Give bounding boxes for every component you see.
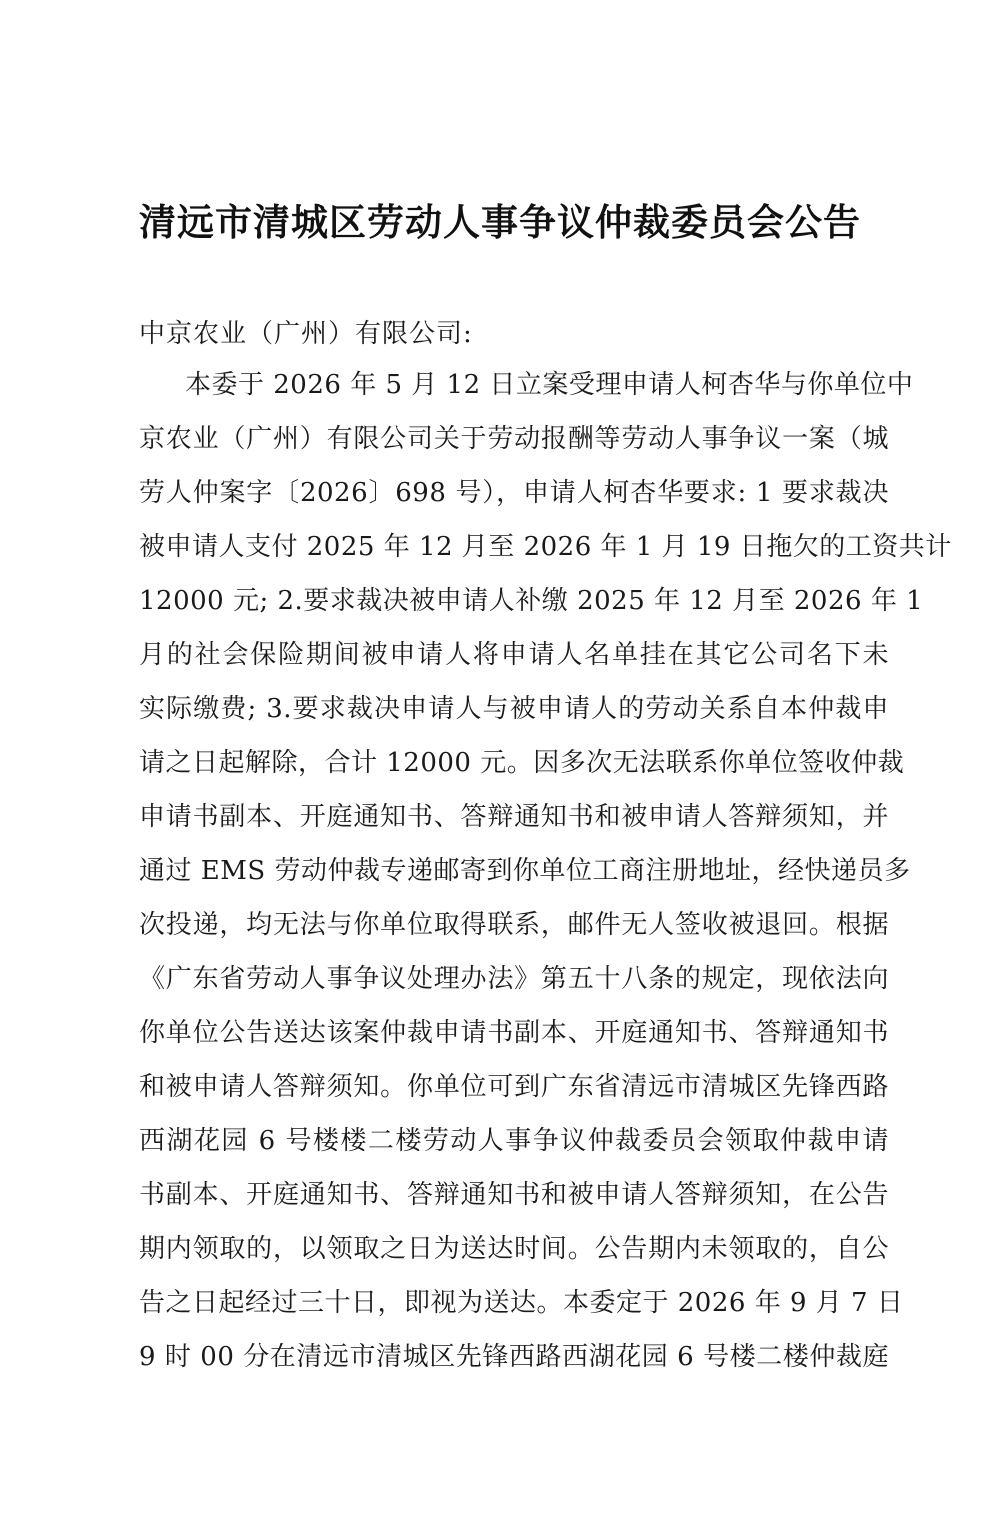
body-line: 《广东省劳动人事争议处理办法》第五十八条的规定，现依法向 — [139, 964, 889, 994]
body-line: 实际缴费; 3.要求裁决申请人与被申请人的劳动关系自本仲裁申 — [139, 694, 889, 724]
body-line: 申请书副本、开庭通知书、答辩通知书和被申请人答辩须知，并 — [139, 802, 889, 832]
body-line: 你单位公告送达该案仲裁申请书副本、开庭通知书、答辩通知书 — [139, 1018, 889, 1048]
document-title: 清远市清城区劳动人事争议仲裁委员会公告 — [139, 200, 861, 244]
body-line: 告之日起经过三十日，即视为送达。本委定于 2026 年 9 月 7 日 — [139, 1288, 904, 1318]
body-line: 书副本、开庭通知书、答辩通知书和被申请人答辩须知，在公告 — [139, 1180, 889, 1210]
body-line: 被申请人支付 2025 年 12 月至 2026 年 1 月 19 日拖欠的工资共计 — [139, 532, 952, 562]
body-line: 西湖花园 6 号楼楼二楼劳动人事争议仲裁委员会领取仲裁申请 — [139, 1126, 889, 1156]
body-line: 期内领取的，以领取之日为送达时间。公告期内未领取的，自公 — [139, 1234, 889, 1264]
body-line: 和被申请人答辩须知。你单位可到广东省清远市清城区先锋西路 — [139, 1072, 889, 1102]
recipient-line: 中京农业（广州）有限公司: — [139, 319, 473, 349]
body-line: 通过 EMS 劳动仲裁专递邮寄到你单位工商注册地址，经快递员多 — [139, 856, 911, 886]
body-line: 本委于 2026 年 5 月 12 日立案受理申请人柯杏华与你单位中 — [185, 370, 914, 400]
body-line: 12000 元; 2.要求裁决被申请人补缴 2025 年 12 月至 2026 年 1 — [139, 586, 924, 616]
body-line: 月的社会保险期间被申请人将申请人名单挂在其它公司名下未 — [139, 640, 889, 670]
body-line: 请之日起解除，合计 12000 元。因多次无法联系你单位签收仲裁 — [139, 748, 905, 778]
body-line: 次投递，均无法与你单位取得联系，邮件无人签收被退回。根据 — [139, 910, 889, 940]
body-line: 京农业（广州）有限公司关于劳动报酬等劳动人事争议一案（城 — [139, 424, 889, 454]
body-line: 劳人仲案字〔2026〕698 号），申请人柯杏华要求: 1 要求裁决 — [139, 478, 889, 508]
body-line: 9 时 00 分在清远市清城区先锋西路西湖花园 6 号楼二楼仲裁庭 — [139, 1342, 889, 1372]
notice-body — [139, 360, 952, 1386]
